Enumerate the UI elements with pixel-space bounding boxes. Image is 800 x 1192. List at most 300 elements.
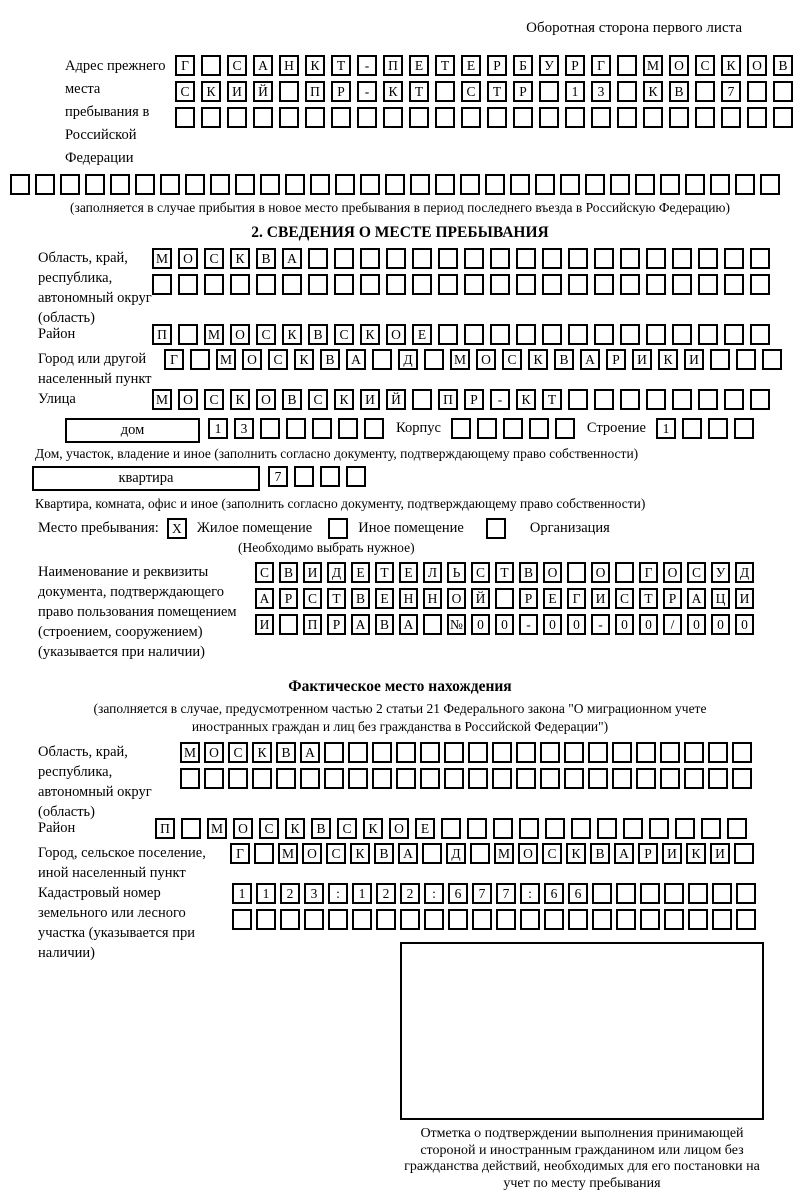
char-cell[interactable] bbox=[420, 768, 440, 789]
char-cell[interactable]: - bbox=[519, 614, 538, 635]
char-cell[interactable] bbox=[420, 742, 440, 763]
char-cell[interactable] bbox=[460, 174, 480, 195]
char-cell[interactable] bbox=[712, 909, 732, 930]
char-cell[interactable]: Т bbox=[375, 562, 394, 583]
char-cell[interactable] bbox=[286, 418, 306, 439]
char-cell[interactable] bbox=[364, 418, 384, 439]
char-cell[interactable] bbox=[492, 742, 512, 763]
char-cell[interactable]: К bbox=[294, 349, 314, 370]
char-cell[interactable]: 0 bbox=[687, 614, 706, 635]
char-cell[interactable] bbox=[708, 418, 728, 439]
char-cell[interactable]: О bbox=[747, 55, 767, 76]
char-cell[interactable]: И bbox=[591, 588, 610, 609]
char-cell[interactable] bbox=[594, 248, 614, 269]
char-cell[interactable]: С bbox=[256, 324, 276, 345]
char-cell[interactable]: К bbox=[686, 843, 706, 864]
char-cell[interactable] bbox=[701, 818, 721, 839]
char-cell[interactable]: Ц bbox=[711, 588, 730, 609]
char-cell[interactable]: И bbox=[662, 843, 682, 864]
char-cell[interactable] bbox=[664, 909, 684, 930]
char-cell[interactable] bbox=[279, 614, 298, 635]
char-cell[interactable]: Г bbox=[164, 349, 184, 370]
char-cell[interactable]: Р bbox=[331, 81, 351, 102]
char-cell[interactable] bbox=[424, 909, 444, 930]
char-cell[interactable] bbox=[736, 883, 756, 904]
char-cell[interactable] bbox=[539, 107, 559, 128]
char-cell[interactable]: 0 bbox=[567, 614, 586, 635]
char-cell[interactable] bbox=[535, 174, 555, 195]
char-cell[interactable] bbox=[280, 909, 300, 930]
char-cell[interactable]: 7 bbox=[268, 466, 288, 487]
char-cell[interactable] bbox=[747, 107, 767, 128]
char-cell[interactable] bbox=[372, 768, 392, 789]
char-cell[interactable]: М bbox=[180, 742, 200, 763]
char-cell[interactable]: 6 bbox=[568, 883, 588, 904]
char-cell[interactable] bbox=[529, 418, 549, 439]
char-cell[interactable]: - bbox=[357, 55, 377, 76]
char-cell[interactable] bbox=[472, 909, 492, 930]
char-cell[interactable] bbox=[285, 174, 305, 195]
char-cell[interactable] bbox=[735, 174, 755, 195]
char-cell[interactable]: О bbox=[242, 349, 262, 370]
char-cell[interactable] bbox=[636, 742, 656, 763]
char-cell[interactable] bbox=[592, 909, 612, 930]
char-cell[interactable] bbox=[540, 768, 560, 789]
char-cell[interactable] bbox=[646, 274, 666, 295]
char-cell[interactable]: Н bbox=[423, 588, 442, 609]
char-cell[interactable] bbox=[617, 107, 637, 128]
char-cell[interactable]: 6 bbox=[448, 883, 468, 904]
char-cell[interactable] bbox=[204, 274, 224, 295]
char-cell[interactable]: И bbox=[360, 389, 380, 410]
char-cell[interactable]: И bbox=[303, 562, 322, 583]
char-cell[interactable]: С bbox=[687, 562, 706, 583]
char-cell[interactable]: Г bbox=[591, 55, 611, 76]
char-cell[interactable] bbox=[448, 909, 468, 930]
char-cell[interactable] bbox=[210, 174, 230, 195]
char-cell[interactable] bbox=[320, 466, 340, 487]
char-cell[interactable] bbox=[227, 107, 247, 128]
char-cell[interactable]: В bbox=[374, 843, 394, 864]
char-cell[interactable]: Т bbox=[327, 588, 346, 609]
char-cell[interactable] bbox=[592, 883, 612, 904]
char-cell[interactable] bbox=[712, 883, 732, 904]
char-cell[interactable] bbox=[669, 107, 689, 128]
char-cell[interactable] bbox=[485, 174, 505, 195]
char-cell[interactable] bbox=[396, 742, 416, 763]
char-cell[interactable] bbox=[372, 742, 392, 763]
char-cell[interactable]: И bbox=[227, 81, 247, 102]
char-cell[interactable] bbox=[10, 174, 30, 195]
char-cell[interactable] bbox=[235, 174, 255, 195]
char-cell[interactable]: С bbox=[502, 349, 522, 370]
char-cell[interactable] bbox=[617, 55, 637, 76]
char-cell[interactable] bbox=[435, 107, 455, 128]
char-cell[interactable] bbox=[201, 107, 221, 128]
char-cell[interactable] bbox=[503, 418, 523, 439]
char-cell[interactable]: О bbox=[447, 588, 466, 609]
char-cell[interactable] bbox=[282, 274, 302, 295]
char-cell[interactable]: В bbox=[276, 742, 296, 763]
char-cell[interactable] bbox=[762, 349, 782, 370]
char-cell[interactable]: К bbox=[721, 55, 741, 76]
char-cell[interactable] bbox=[346, 466, 366, 487]
char-cell[interactable] bbox=[544, 909, 564, 930]
char-cell[interactable]: Л bbox=[423, 562, 442, 583]
char-cell[interactable] bbox=[688, 883, 708, 904]
char-cell[interactable]: : bbox=[328, 883, 348, 904]
char-cell[interactable] bbox=[422, 843, 442, 864]
char-cell[interactable]: 0 bbox=[735, 614, 754, 635]
char-cell[interactable] bbox=[470, 843, 490, 864]
char-cell[interactable]: К bbox=[230, 248, 250, 269]
char-cell[interactable]: 0 bbox=[615, 614, 634, 635]
char-cell[interactable]: А bbox=[253, 55, 273, 76]
char-cell[interactable]: М bbox=[152, 248, 172, 269]
char-cell[interactable]: И bbox=[710, 843, 730, 864]
char-cell[interactable] bbox=[464, 324, 484, 345]
char-cell[interactable] bbox=[672, 389, 692, 410]
char-cell[interactable] bbox=[492, 768, 512, 789]
char-cell[interactable]: С bbox=[255, 562, 274, 583]
char-cell[interactable] bbox=[564, 768, 584, 789]
char-cell[interactable] bbox=[649, 818, 669, 839]
char-cell[interactable] bbox=[438, 324, 458, 345]
char-cell[interactable]: Т bbox=[409, 81, 429, 102]
char-cell[interactable] bbox=[493, 818, 513, 839]
char-cell[interactable] bbox=[660, 742, 680, 763]
char-cell[interactable] bbox=[672, 324, 692, 345]
char-cell[interactable] bbox=[335, 174, 355, 195]
char-cell[interactable]: 0 bbox=[543, 614, 562, 635]
char-cell[interactable] bbox=[201, 55, 221, 76]
char-cell[interactable] bbox=[698, 248, 718, 269]
char-cell[interactable]: Е bbox=[412, 324, 432, 345]
char-cell[interactable] bbox=[412, 274, 432, 295]
char-cell[interactable]: 1 bbox=[565, 81, 585, 102]
char-cell[interactable] bbox=[620, 389, 640, 410]
char-cell[interactable] bbox=[160, 174, 180, 195]
char-cell[interactable] bbox=[438, 248, 458, 269]
char-cell[interactable] bbox=[412, 389, 432, 410]
char-cell[interactable] bbox=[228, 768, 248, 789]
char-cell[interactable]: М bbox=[207, 818, 227, 839]
char-cell[interactable] bbox=[338, 418, 358, 439]
char-cell[interactable] bbox=[331, 107, 351, 128]
char-cell[interactable] bbox=[708, 768, 728, 789]
char-cell[interactable] bbox=[724, 389, 744, 410]
char-cell[interactable]: М bbox=[216, 349, 236, 370]
char-cell[interactable] bbox=[308, 248, 328, 269]
char-cell[interactable] bbox=[190, 349, 210, 370]
char-cell[interactable]: С bbox=[337, 818, 357, 839]
char-cell[interactable] bbox=[545, 818, 565, 839]
char-cell[interactable] bbox=[312, 418, 332, 439]
char-cell[interactable] bbox=[773, 81, 793, 102]
char-cell[interactable]: 6 bbox=[544, 883, 564, 904]
char-cell[interactable] bbox=[565, 107, 585, 128]
char-cell[interactable]: В bbox=[351, 588, 370, 609]
char-cell[interactable] bbox=[640, 909, 660, 930]
char-cell[interactable] bbox=[640, 883, 660, 904]
char-cell[interactable]: И bbox=[632, 349, 652, 370]
char-cell[interactable] bbox=[487, 107, 507, 128]
char-cell[interactable]: 7 bbox=[721, 81, 741, 102]
char-cell[interactable] bbox=[256, 909, 276, 930]
char-cell[interactable]: С bbox=[228, 742, 248, 763]
char-cell[interactable] bbox=[516, 274, 536, 295]
char-cell[interactable] bbox=[616, 883, 636, 904]
char-cell[interactable]: О bbox=[233, 818, 253, 839]
char-cell[interactable] bbox=[490, 324, 510, 345]
char-cell[interactable] bbox=[520, 909, 540, 930]
char-cell[interactable]: К bbox=[658, 349, 678, 370]
char-cell[interactable] bbox=[620, 248, 640, 269]
char-cell[interactable]: М bbox=[204, 324, 224, 345]
char-cell[interactable] bbox=[328, 909, 348, 930]
char-cell[interactable]: С bbox=[326, 843, 346, 864]
char-cell[interactable]: С bbox=[175, 81, 195, 102]
char-cell[interactable] bbox=[616, 909, 636, 930]
char-cell[interactable]: К bbox=[643, 81, 663, 102]
char-cell[interactable] bbox=[646, 324, 666, 345]
char-cell[interactable] bbox=[519, 818, 539, 839]
char-cell[interactable] bbox=[383, 107, 403, 128]
char-cell[interactable]: К bbox=[285, 818, 305, 839]
char-cell[interactable]: А bbox=[580, 349, 600, 370]
char-cell[interactable]: Р bbox=[279, 588, 298, 609]
char-cell[interactable] bbox=[444, 768, 464, 789]
char-cell[interactable] bbox=[496, 909, 516, 930]
char-cell[interactable]: Д bbox=[327, 562, 346, 583]
char-cell[interactable]: С bbox=[615, 588, 634, 609]
char-cell[interactable]: Е bbox=[399, 562, 418, 583]
char-cell[interactable] bbox=[467, 818, 487, 839]
char-cell[interactable]: В bbox=[773, 55, 793, 76]
char-cell[interactable] bbox=[560, 174, 580, 195]
char-cell[interactable] bbox=[279, 107, 299, 128]
char-cell[interactable] bbox=[110, 174, 130, 195]
char-cell[interactable]: Р bbox=[606, 349, 626, 370]
char-cell[interactable] bbox=[708, 742, 728, 763]
char-cell[interactable] bbox=[568, 324, 588, 345]
stay-checkbox-organization[interactable] bbox=[486, 518, 506, 539]
char-cell[interactable]: В bbox=[669, 81, 689, 102]
char-cell[interactable]: О bbox=[543, 562, 562, 583]
char-cell[interactable]: Н bbox=[399, 588, 418, 609]
char-cell[interactable]: Г bbox=[230, 843, 250, 864]
char-cell[interactable] bbox=[610, 174, 630, 195]
char-cell[interactable]: 3 bbox=[591, 81, 611, 102]
char-cell[interactable] bbox=[585, 174, 605, 195]
char-cell[interactable] bbox=[513, 107, 533, 128]
char-cell[interactable] bbox=[597, 818, 617, 839]
char-cell[interactable] bbox=[35, 174, 55, 195]
char-cell[interactable] bbox=[594, 389, 614, 410]
char-cell[interactable]: С bbox=[227, 55, 247, 76]
char-cell[interactable] bbox=[324, 768, 344, 789]
char-cell[interactable] bbox=[279, 81, 299, 102]
char-cell[interactable]: А bbox=[282, 248, 302, 269]
char-cell[interactable] bbox=[672, 248, 692, 269]
char-cell[interactable] bbox=[542, 248, 562, 269]
char-cell[interactable]: А bbox=[399, 614, 418, 635]
char-cell[interactable]: - bbox=[490, 389, 510, 410]
char-cell[interactable]: С bbox=[204, 248, 224, 269]
char-cell[interactable]: С bbox=[334, 324, 354, 345]
char-cell[interactable] bbox=[305, 107, 325, 128]
char-cell[interactable] bbox=[568, 909, 588, 930]
char-cell[interactable]: П bbox=[303, 614, 322, 635]
char-cell[interactable] bbox=[324, 742, 344, 763]
char-cell[interactable] bbox=[636, 768, 656, 789]
char-cell[interactable]: У bbox=[711, 562, 730, 583]
char-cell[interactable]: К bbox=[363, 818, 383, 839]
char-cell[interactable]: К bbox=[305, 55, 325, 76]
char-cell[interactable]: В bbox=[282, 389, 302, 410]
char-cell[interactable]: К bbox=[516, 389, 536, 410]
char-cell[interactable]: С bbox=[268, 349, 288, 370]
char-cell[interactable] bbox=[588, 742, 608, 763]
char-cell[interactable]: К bbox=[566, 843, 586, 864]
char-cell[interactable] bbox=[682, 418, 702, 439]
char-cell[interactable]: О bbox=[389, 818, 409, 839]
char-cell[interactable]: Т bbox=[487, 81, 507, 102]
char-cell[interactable]: П bbox=[438, 389, 458, 410]
char-cell[interactable]: С bbox=[303, 588, 322, 609]
char-cell[interactable] bbox=[409, 107, 429, 128]
char-cell[interactable]: К bbox=[350, 843, 370, 864]
char-cell[interactable] bbox=[204, 768, 224, 789]
char-cell[interactable]: В bbox=[256, 248, 276, 269]
char-cell[interactable]: А bbox=[614, 843, 634, 864]
char-cell[interactable] bbox=[568, 248, 588, 269]
char-cell[interactable]: И bbox=[735, 588, 754, 609]
char-cell[interactable] bbox=[357, 107, 377, 128]
char-cell[interactable] bbox=[441, 818, 461, 839]
char-cell[interactable]: 1 bbox=[208, 418, 228, 439]
char-cell[interactable] bbox=[252, 768, 272, 789]
char-cell[interactable]: О bbox=[256, 389, 276, 410]
char-cell[interactable]: В bbox=[519, 562, 538, 583]
char-cell[interactable] bbox=[660, 174, 680, 195]
stay-checkbox-residential[interactable]: X bbox=[167, 518, 187, 539]
char-cell[interactable]: 1 bbox=[256, 883, 276, 904]
char-cell[interactable] bbox=[254, 843, 274, 864]
char-cell[interactable] bbox=[386, 274, 406, 295]
char-cell[interactable]: К bbox=[334, 389, 354, 410]
char-cell[interactable] bbox=[747, 81, 767, 102]
char-cell[interactable]: Д bbox=[398, 349, 418, 370]
char-cell[interactable]: С bbox=[471, 562, 490, 583]
char-cell[interactable] bbox=[568, 389, 588, 410]
char-cell[interactable] bbox=[178, 324, 198, 345]
char-cell[interactable] bbox=[615, 562, 634, 583]
char-cell[interactable]: - bbox=[357, 81, 377, 102]
char-cell[interactable] bbox=[698, 324, 718, 345]
char-cell[interactable]: Й bbox=[471, 588, 490, 609]
char-cell[interactable] bbox=[260, 418, 280, 439]
char-cell[interactable]: Т bbox=[435, 55, 455, 76]
char-cell[interactable] bbox=[510, 174, 530, 195]
char-cell[interactable]: М bbox=[450, 349, 470, 370]
char-cell[interactable] bbox=[643, 107, 663, 128]
char-cell[interactable] bbox=[400, 909, 420, 930]
char-cell[interactable] bbox=[230, 274, 250, 295]
char-cell[interactable] bbox=[516, 742, 536, 763]
char-cell[interactable] bbox=[571, 818, 591, 839]
char-cell[interactable] bbox=[334, 274, 354, 295]
char-cell[interactable] bbox=[724, 274, 744, 295]
char-cell[interactable]: : bbox=[520, 883, 540, 904]
char-cell[interactable]: О bbox=[591, 562, 610, 583]
char-cell[interactable] bbox=[684, 742, 704, 763]
char-cell[interactable]: Г bbox=[567, 588, 586, 609]
char-cell[interactable]: 0 bbox=[639, 614, 658, 635]
char-cell[interactable] bbox=[334, 248, 354, 269]
char-cell[interactable]: О bbox=[386, 324, 406, 345]
char-cell[interactable] bbox=[736, 909, 756, 930]
char-cell[interactable]: В bbox=[554, 349, 574, 370]
char-cell[interactable] bbox=[348, 742, 368, 763]
char-cell[interactable] bbox=[620, 274, 640, 295]
char-cell[interactable] bbox=[675, 818, 695, 839]
char-cell[interactable] bbox=[612, 768, 632, 789]
char-cell[interactable]: Т bbox=[542, 389, 562, 410]
char-cell[interactable]: 7 bbox=[496, 883, 516, 904]
char-cell[interactable] bbox=[540, 742, 560, 763]
char-cell[interactable]: / bbox=[663, 614, 682, 635]
char-cell[interactable] bbox=[60, 174, 80, 195]
char-cell[interactable]: Й bbox=[386, 389, 406, 410]
char-cell[interactable] bbox=[724, 324, 744, 345]
char-cell[interactable]: Г bbox=[639, 562, 658, 583]
char-cell[interactable] bbox=[385, 174, 405, 195]
char-cell[interactable] bbox=[423, 614, 442, 635]
char-cell[interactable] bbox=[646, 248, 666, 269]
char-cell[interactable] bbox=[152, 274, 172, 295]
char-cell[interactable] bbox=[352, 909, 372, 930]
char-cell[interactable]: А bbox=[346, 349, 366, 370]
char-cell[interactable]: П bbox=[383, 55, 403, 76]
char-cell[interactable] bbox=[294, 466, 314, 487]
char-cell[interactable]: П bbox=[155, 818, 175, 839]
char-cell[interactable] bbox=[568, 274, 588, 295]
char-cell[interactable] bbox=[464, 274, 484, 295]
char-cell[interactable]: 1 bbox=[232, 883, 252, 904]
char-cell[interactable] bbox=[376, 909, 396, 930]
char-cell[interactable]: 3 bbox=[234, 418, 254, 439]
char-cell[interactable]: Р bbox=[519, 588, 538, 609]
char-cell[interactable] bbox=[386, 248, 406, 269]
char-cell[interactable] bbox=[567, 562, 586, 583]
char-cell[interactable]: 3 bbox=[304, 883, 324, 904]
char-cell[interactable]: В bbox=[375, 614, 394, 635]
char-cell[interactable]: 2 bbox=[376, 883, 396, 904]
char-cell[interactable] bbox=[308, 274, 328, 295]
char-cell[interactable]: А bbox=[687, 588, 706, 609]
char-cell[interactable] bbox=[412, 248, 432, 269]
char-cell[interactable] bbox=[464, 248, 484, 269]
char-cell[interactable] bbox=[664, 883, 684, 904]
char-cell[interactable]: Р bbox=[513, 81, 533, 102]
char-cell[interactable]: Т bbox=[495, 562, 514, 583]
char-cell[interactable]: Е bbox=[351, 562, 370, 583]
char-cell[interactable]: 0 bbox=[471, 614, 490, 635]
char-cell[interactable] bbox=[750, 324, 770, 345]
char-cell[interactable] bbox=[310, 174, 330, 195]
char-cell[interactable]: 2 bbox=[400, 883, 420, 904]
